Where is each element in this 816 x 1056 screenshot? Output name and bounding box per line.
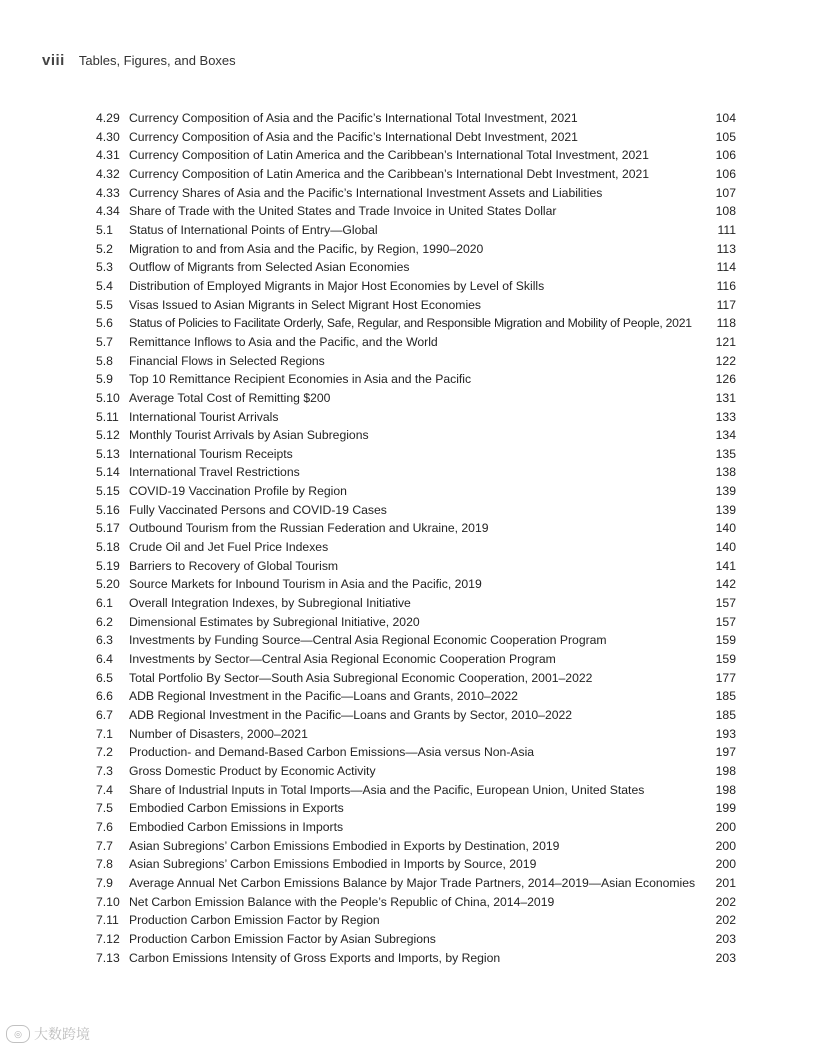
entry-title: ADB Regional Investment in the Pacific—Loans and Grants by Sector, 2010–2022 (129, 708, 573, 722)
entry-page-number: 107 (715, 185, 736, 200)
entry-page-number: 111 (717, 222, 736, 237)
entry-page-number: 193 (715, 726, 736, 741)
entry-number: 7.1 (96, 726, 113, 741)
toc-entry[interactable] (96, 184, 736, 203)
entry-page-number: 203 (715, 950, 736, 965)
toc-entry[interactable] (96, 445, 736, 464)
entry-page-number: 197 (715, 745, 736, 760)
entry-page-number: 185 (715, 708, 736, 722)
entry-page-number: 140 (715, 521, 736, 536)
entry-page-number: 185 (715, 689, 736, 704)
toc-entry[interactable] (96, 240, 736, 259)
entry-number: 5.10 (96, 390, 120, 405)
toc-entry[interactable] (96, 631, 736, 650)
toc-entry[interactable] (96, 314, 736, 333)
entry-title: Status of Policies to Facilitate Orderly, Safe, Regular, and Responsible Migration and Mobility of People, 2021 (129, 316, 692, 331)
entry-number: 5.9 (96, 372, 113, 387)
entry-page-number: 134 (715, 428, 736, 443)
entry-page-number: 122 (715, 353, 736, 368)
entry-number: 5.2 (96, 241, 113, 256)
entry-title: Currency Composition of Asia and the Pacific’s International Debt Investment, 2021 (129, 129, 578, 144)
entry-title: Production- and Demand-Based Carbon Emissions—Asia versus Non-Asia (129, 745, 535, 760)
entry-number: 5.14 (96, 465, 120, 480)
entry-title: Asian Subregions’ Carbon Emissions Embodied in Imports by Source, 2019 (129, 857, 537, 872)
entry-title: Number of Disasters, 2000–2021 (129, 726, 308, 741)
toc-entry[interactable] (96, 128, 736, 147)
entry-page-number: 139 (715, 502, 736, 517)
entry-page-number: 157 (715, 596, 736, 611)
entry-page-number: 138 (715, 465, 736, 480)
toc-entry[interactable] (96, 109, 736, 128)
toc-entry[interactable] (96, 874, 736, 893)
entry-number: 5.20 (96, 577, 120, 592)
entry-number: 5.1 (96, 222, 113, 237)
entry-title: Overall Integration Indexes, by Subregional Initiative (129, 596, 411, 611)
toc-entry[interactable] (96, 389, 736, 408)
entry-title: Asian Subregions’ Carbon Emissions Embodied in Exports by Destination, 2019 (129, 838, 560, 853)
toc-entry[interactable] (96, 893, 736, 912)
entry-number: 5.19 (96, 558, 120, 573)
entry-page-number: 105 (715, 129, 736, 144)
entry-number: 7.10 (96, 894, 120, 909)
entry-page-number: 126 (715, 372, 736, 387)
entry-title: Top 10 Remittance Recipient Economies in Asia and the Pacific (129, 372, 472, 387)
toc-entry[interactable] (96, 519, 736, 538)
entry-number: 5.12 (96, 428, 120, 443)
entry-page-number: 140 (715, 540, 736, 555)
entry-title: Average Total Cost of Remitting $200 (129, 390, 331, 405)
entry-title: Total Portfolio By Sector—South Asia Subregional Economic Cooperation, 2001–2022 (129, 670, 593, 685)
entry-title: Currency Shares of Asia and the Pacific’s International Investment Assets and Liabilities (129, 185, 603, 200)
entry-number: 6.6 (96, 689, 113, 704)
entry-title: Share of Trade with the United States and Trade Invoice in United States Dollar (129, 204, 557, 219)
entry-page-number: 116 (716, 278, 736, 293)
entry-title: Financial Flows in Selected Regions (129, 353, 325, 368)
entry-title: Crude Oil and Jet Fuel Price Indexes (129, 540, 329, 555)
entry-number: 5.6 (96, 316, 113, 331)
entry-page-number: 104 (715, 111, 736, 125)
toc-entry[interactable] (96, 538, 736, 557)
entry-title: ADB Regional Investment in the Pacific—Loans and Grants, 2010–2022 (129, 689, 518, 704)
entry-number: 6.2 (96, 614, 113, 629)
watermark-text: 大数跨境 (34, 1026, 90, 1042)
running-header-title: Tables, Figures, and Boxes (78, 53, 236, 68)
entry-number: 7.4 (96, 782, 113, 797)
entry-page-number: 139 (715, 484, 736, 499)
entry-title: Barriers to Recovery of Global Tourism (129, 558, 339, 573)
entry-number: 5.5 (96, 297, 113, 312)
entry-page-number: 141 (715, 558, 736, 573)
toc-entry[interactable] (96, 669, 736, 688)
entry-title: Status of International Points of Entry—Global (129, 222, 378, 237)
entry-title: Embodied Carbon Emissions in Imports (129, 819, 344, 834)
entry-title: Production Carbon Emission Factor by Region (129, 913, 380, 928)
entry-page-number: 198 (715, 763, 736, 778)
page-number: viii (42, 52, 65, 69)
entry-page-number: 203 (715, 931, 736, 946)
entry-title: Carbon Emissions Intensity of Gross Exports and Imports, by Region (129, 950, 501, 965)
toc-entry[interactable] (96, 258, 736, 277)
entry-title: Source Markets for Inbound Tourism in Asia and the Pacific, 2019 (129, 577, 482, 592)
entry-title: Currency Composition of Asia and the Pacific’s International Total Investment, 2021 (129, 111, 578, 125)
toc-entry[interactable] (96, 799, 736, 818)
entry-page-number: 159 (715, 633, 736, 648)
entry-number: 7.3 (96, 763, 113, 778)
entry-number: 7.8 (96, 857, 113, 872)
entry-number: 4.31 (96, 148, 120, 163)
entry-page-number: 118 (716, 316, 736, 331)
entry-title: Gross Domestic Product by Economic Activity (129, 763, 376, 778)
entry-number: 5.18 (96, 540, 120, 555)
entry-page-number: 135 (715, 446, 736, 461)
entry-number: 4.30 (96, 129, 120, 144)
entry-title: International Tourist Arrivals (129, 409, 279, 424)
entry-number: 4.34 (96, 204, 120, 219)
toc-entry[interactable] (96, 277, 736, 296)
entry-number: 7.6 (96, 819, 113, 834)
entry-title: Net Carbon Emission Balance with the People’s Republic of China, 2014–2019 (129, 894, 555, 909)
entry-page-number: 200 (715, 857, 736, 872)
entry-title: Remittance Inflows to Asia and the Pacific, and the World (129, 334, 438, 349)
toc-entry[interactable] (96, 837, 736, 856)
entry-page-number: 202 (715, 913, 736, 928)
entry-title: Share of Industrial Inputs in Total Imports—Asia and the Pacific, European Union, United States (129, 782, 645, 797)
toc-entry[interactable] (96, 706, 736, 725)
toc-entry[interactable] (96, 613, 736, 632)
toc-entry[interactable] (96, 687, 736, 706)
entry-number: 6.3 (96, 633, 113, 648)
toc-entry[interactable] (96, 650, 736, 669)
entry-title: COVID-19 Vaccination Profile by Region (129, 484, 347, 499)
toc-entry[interactable] (96, 352, 736, 371)
entry-number: 5.15 (96, 484, 120, 499)
entry-number: 6.5 (96, 670, 113, 685)
entry-title: Distribution of Employed Migrants in Major Host Economies by Level of Skills (129, 278, 545, 293)
toc-entry[interactable] (96, 575, 736, 594)
entry-number: 6.4 (96, 652, 113, 667)
entry-title: Monthly Tourist Arrivals by Asian Subregions (129, 428, 369, 443)
entry-title: International Tourism Receipts (129, 446, 293, 461)
entry-title: Dimensional Estimates by Subregional Initiative, 2020 (129, 614, 420, 629)
toc-entry[interactable] (96, 557, 736, 576)
entry-number: 7.2 (96, 745, 113, 760)
entry-number: 7.9 (96, 875, 113, 890)
entry-page-number: 199 (715, 801, 736, 816)
toc-entry[interactable] (96, 818, 736, 837)
entry-number: 5.13 (96, 446, 120, 461)
toc-entry[interactable] (96, 165, 736, 184)
entry-number: 5.3 (96, 260, 113, 275)
page-header (42, 52, 236, 69)
toc-entry[interactable] (96, 762, 736, 781)
entry-title: Visas Issued to Asian Migrants in Select Migrant Host Economies (129, 297, 482, 312)
entry-number: 7.5 (96, 801, 113, 816)
entry-page-number: 114 (716, 260, 736, 275)
toc-entry[interactable] (96, 781, 736, 800)
entry-page-number: 133 (715, 409, 736, 424)
entry-number: 5.11 (96, 409, 119, 424)
entry-number: 4.33 (96, 185, 120, 200)
toc-entry[interactable] (96, 743, 736, 762)
entry-page-number: 198 (715, 782, 736, 797)
entry-page-number: 200 (715, 819, 736, 834)
entry-title: Currency Composition of Latin America and the Caribbean’s International Debt Investment, 2021 (129, 166, 650, 181)
entry-number: 4.32 (96, 166, 120, 181)
toc-entry[interactable] (96, 911, 736, 930)
toc-entry[interactable] (96, 146, 736, 165)
toc-entry[interactable] (96, 333, 736, 352)
entry-number: 7.13 (96, 950, 120, 965)
entry-page-number: 108 (715, 204, 736, 219)
entry-title: Outbound Tourism from the Russian Federation and Ukraine, 2019 (129, 521, 489, 536)
entry-title: Production Carbon Emission Factor by Asian Subregions (129, 931, 436, 946)
toc-entry[interactable] (96, 202, 736, 221)
entry-number: 5.16 (96, 502, 120, 517)
entry-number: 7.7 (96, 838, 113, 853)
entry-title: Investments by Funding Source—Central Asia Regional Economic Cooperation Program (129, 633, 607, 648)
entry-title: Migration to and from Asia and the Pacific, by Region, 1990–2020 (129, 241, 484, 256)
toc-entry[interactable] (96, 426, 736, 445)
entry-number: 5.17 (96, 521, 120, 536)
toc-entry[interactable] (96, 949, 736, 968)
entry-number: 7.11 (96, 913, 119, 928)
figures-list (96, 109, 736, 967)
entry-page-number: 106 (715, 166, 736, 181)
toc-entry[interactable] (96, 463, 736, 482)
toc-entry[interactable] (96, 594, 736, 613)
toc-entry[interactable] (96, 370, 736, 389)
entry-title: Fully Vaccinated Persons and COVID-19 Cases (129, 502, 387, 517)
entry-number: 6.1 (96, 596, 113, 611)
toc-entry[interactable] (96, 482, 736, 501)
entry-title: Outflow of Migrants from Selected Asian Economies (129, 260, 410, 275)
entry-title: Average Annual Net Carbon Emissions Balance by Major Trade Partners, 2014–2019—Asian Economies (129, 875, 696, 890)
toc-entry[interactable] (96, 221, 736, 240)
entry-page-number: 202 (715, 894, 736, 909)
entry-page-number: 177 (715, 670, 736, 685)
entry-number: 5.7 (96, 334, 113, 349)
toc-entry[interactable] (96, 408, 736, 427)
entry-page-number: 121 (715, 334, 736, 349)
entry-page-number: 117 (716, 297, 736, 312)
toc-entry[interactable] (96, 501, 736, 520)
watermark (6, 1024, 90, 1044)
entry-page-number: 157 (715, 614, 736, 629)
entry-page-number: 200 (715, 838, 736, 853)
entry-page-number: 106 (715, 148, 736, 163)
entry-number: 5.4 (96, 278, 113, 293)
entry-number: 6.7 (96, 708, 113, 722)
entry-title: Embodied Carbon Emissions in Exports (129, 801, 344, 816)
toc-entry[interactable] (96, 855, 736, 874)
watermark-logo-icon: ◎ (6, 1025, 30, 1043)
entry-page-number: 142 (715, 577, 736, 592)
entry-number: 7.12 (96, 931, 120, 946)
toc-entry[interactable] (96, 725, 736, 744)
toc-entry[interactable] (96, 930, 736, 949)
entry-page-number: 201 (715, 875, 736, 890)
toc-entry[interactable] (96, 296, 736, 315)
entry-title: Investments by Sector—Central Asia Regional Economic Cooperation Program (129, 652, 556, 667)
entry-page-number: 159 (715, 652, 736, 667)
entry-title: Currency Composition of Latin America and the Caribbean’s International Total Investment, 2021 (129, 148, 649, 163)
entry-page-number: 113 (716, 241, 736, 256)
entry-title: International Travel Restrictions (129, 465, 300, 480)
entry-number: 4.29 (96, 111, 120, 125)
entry-page-number: 131 (715, 390, 736, 405)
entry-number: 5.8 (96, 353, 113, 368)
